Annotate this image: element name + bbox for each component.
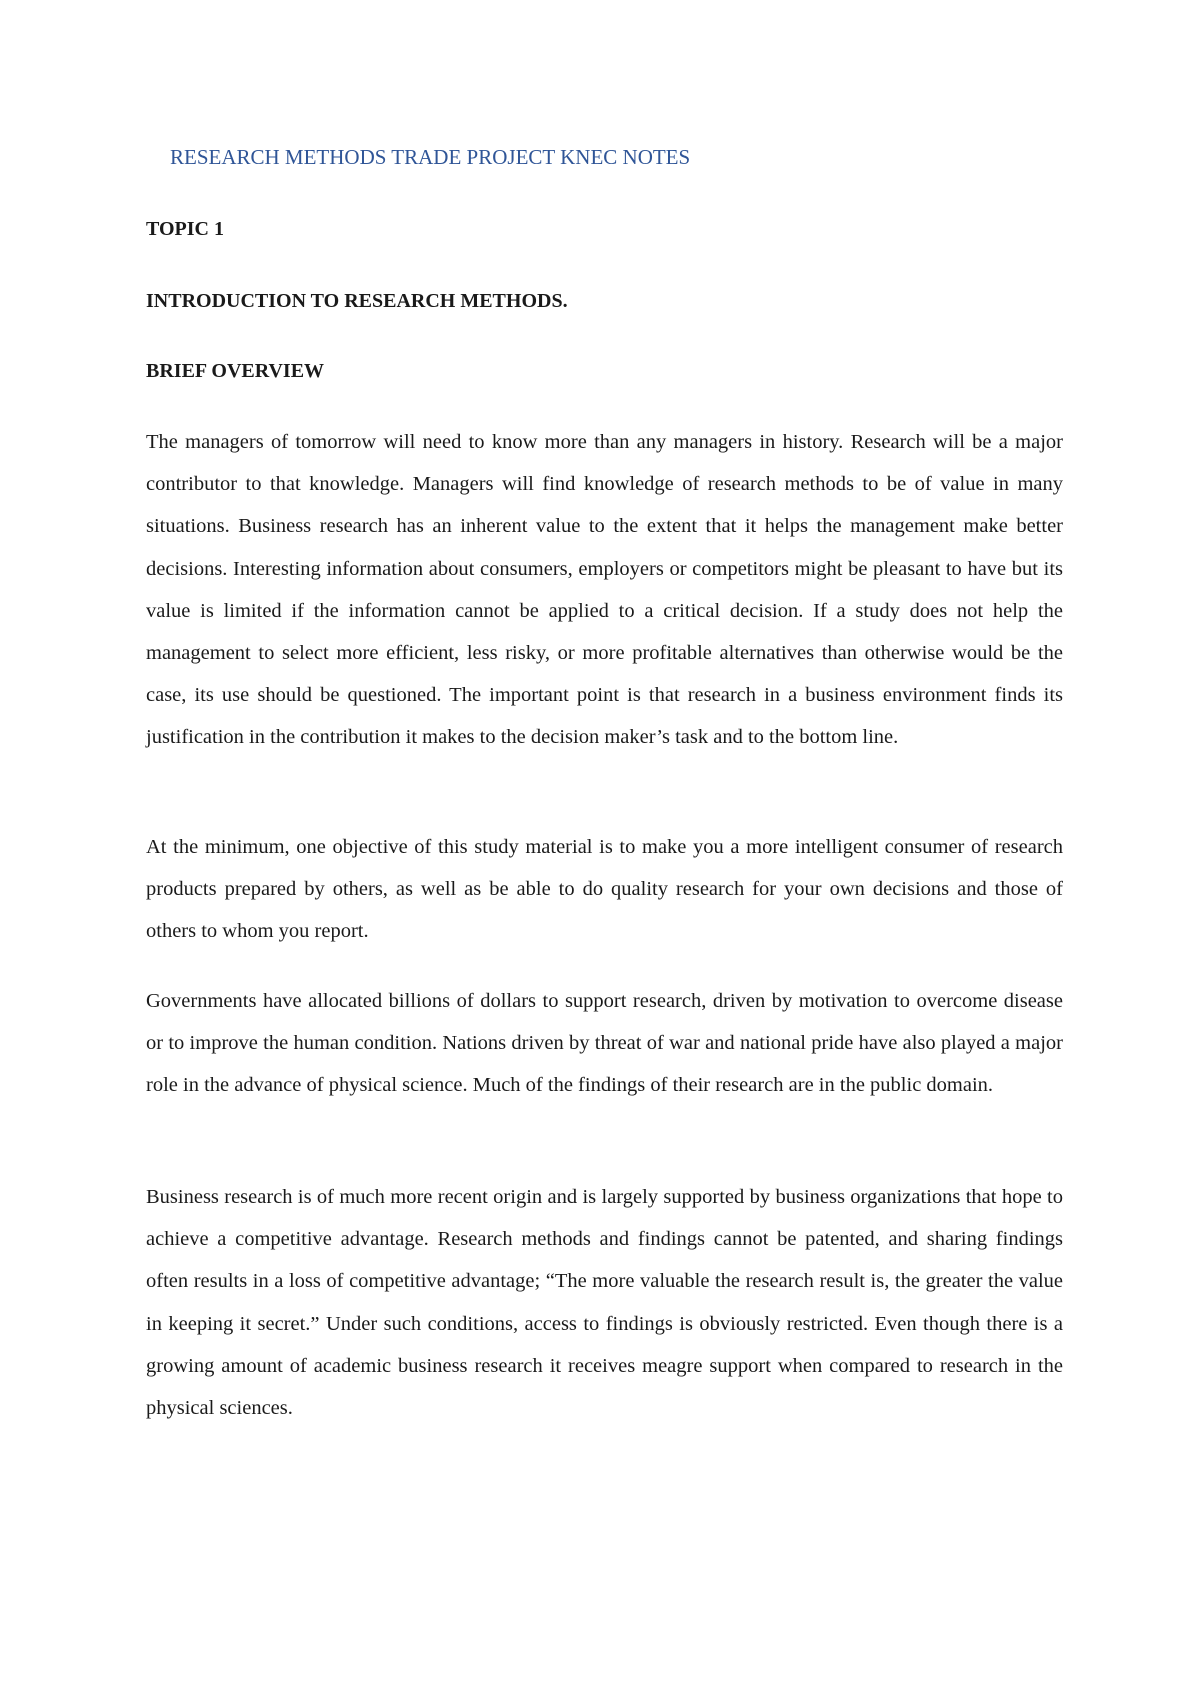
document-title: RESEARCH METHODS TRADE PROJECT KNEC NOTES bbox=[170, 145, 691, 169]
topic-heading: TOPIC 1 bbox=[146, 218, 224, 240]
paragraph-3: Governments have allocated billions of dollars to support research, driven by motivation to overcome disease or to improve the human condition. Nations driven by threat of war and national pride have also played a major role in the advance of physical science. Much of the findings of their research are in the public domain. bbox=[146, 990, 1063, 1097]
paragraph-4: Business research is of much more recent origin and is largely supported by business organizations that hope to achieve a competitive advantage. Research methods and findings cannot be patented, and sharing findings often results in a loss of competitive advantage; “The more valuable the research result is, the greater the value in keeping it secret.” Under such conditions, access to findings is obviously restricted. Even though there is a growing amount of academic business research it receives meagre support when compared to research in the physical sciences. bbox=[146, 1186, 1063, 1420]
paragraph-2: At the minimum, one objective of this study material is to make you a more intelligent consumer of research products prepared by others, as well as be able to do quality research for your own decisions and those of others to whom you report. bbox=[146, 836, 1063, 943]
section-heading: BRIEF OVERVIEW bbox=[146, 360, 325, 382]
chapter-heading: INTRODUCTION TO RESEARCH METHODS. bbox=[146, 290, 568, 312]
paragraph-1: The managers of tomorrow will need to know more than any managers in history. Research will be a major contributor to that knowledge. Managers will find knowledge of research methods to be of value in many situations. Business research has an inherent value to the extent that it helps the management make better decisions. Interesting information about consumers, employers or competitors might be pleasant to have but its value is limited if the information cannot be applied to a critical decision. If a study does not help the management to select more efficient, less risky, or more profitable alternatives than otherwise would be the case, its use should be questioned. The important point is that research in a business environment finds its justification in the contribution it makes to the decision maker’s task and to the bottom line. bbox=[146, 431, 1063, 749]
